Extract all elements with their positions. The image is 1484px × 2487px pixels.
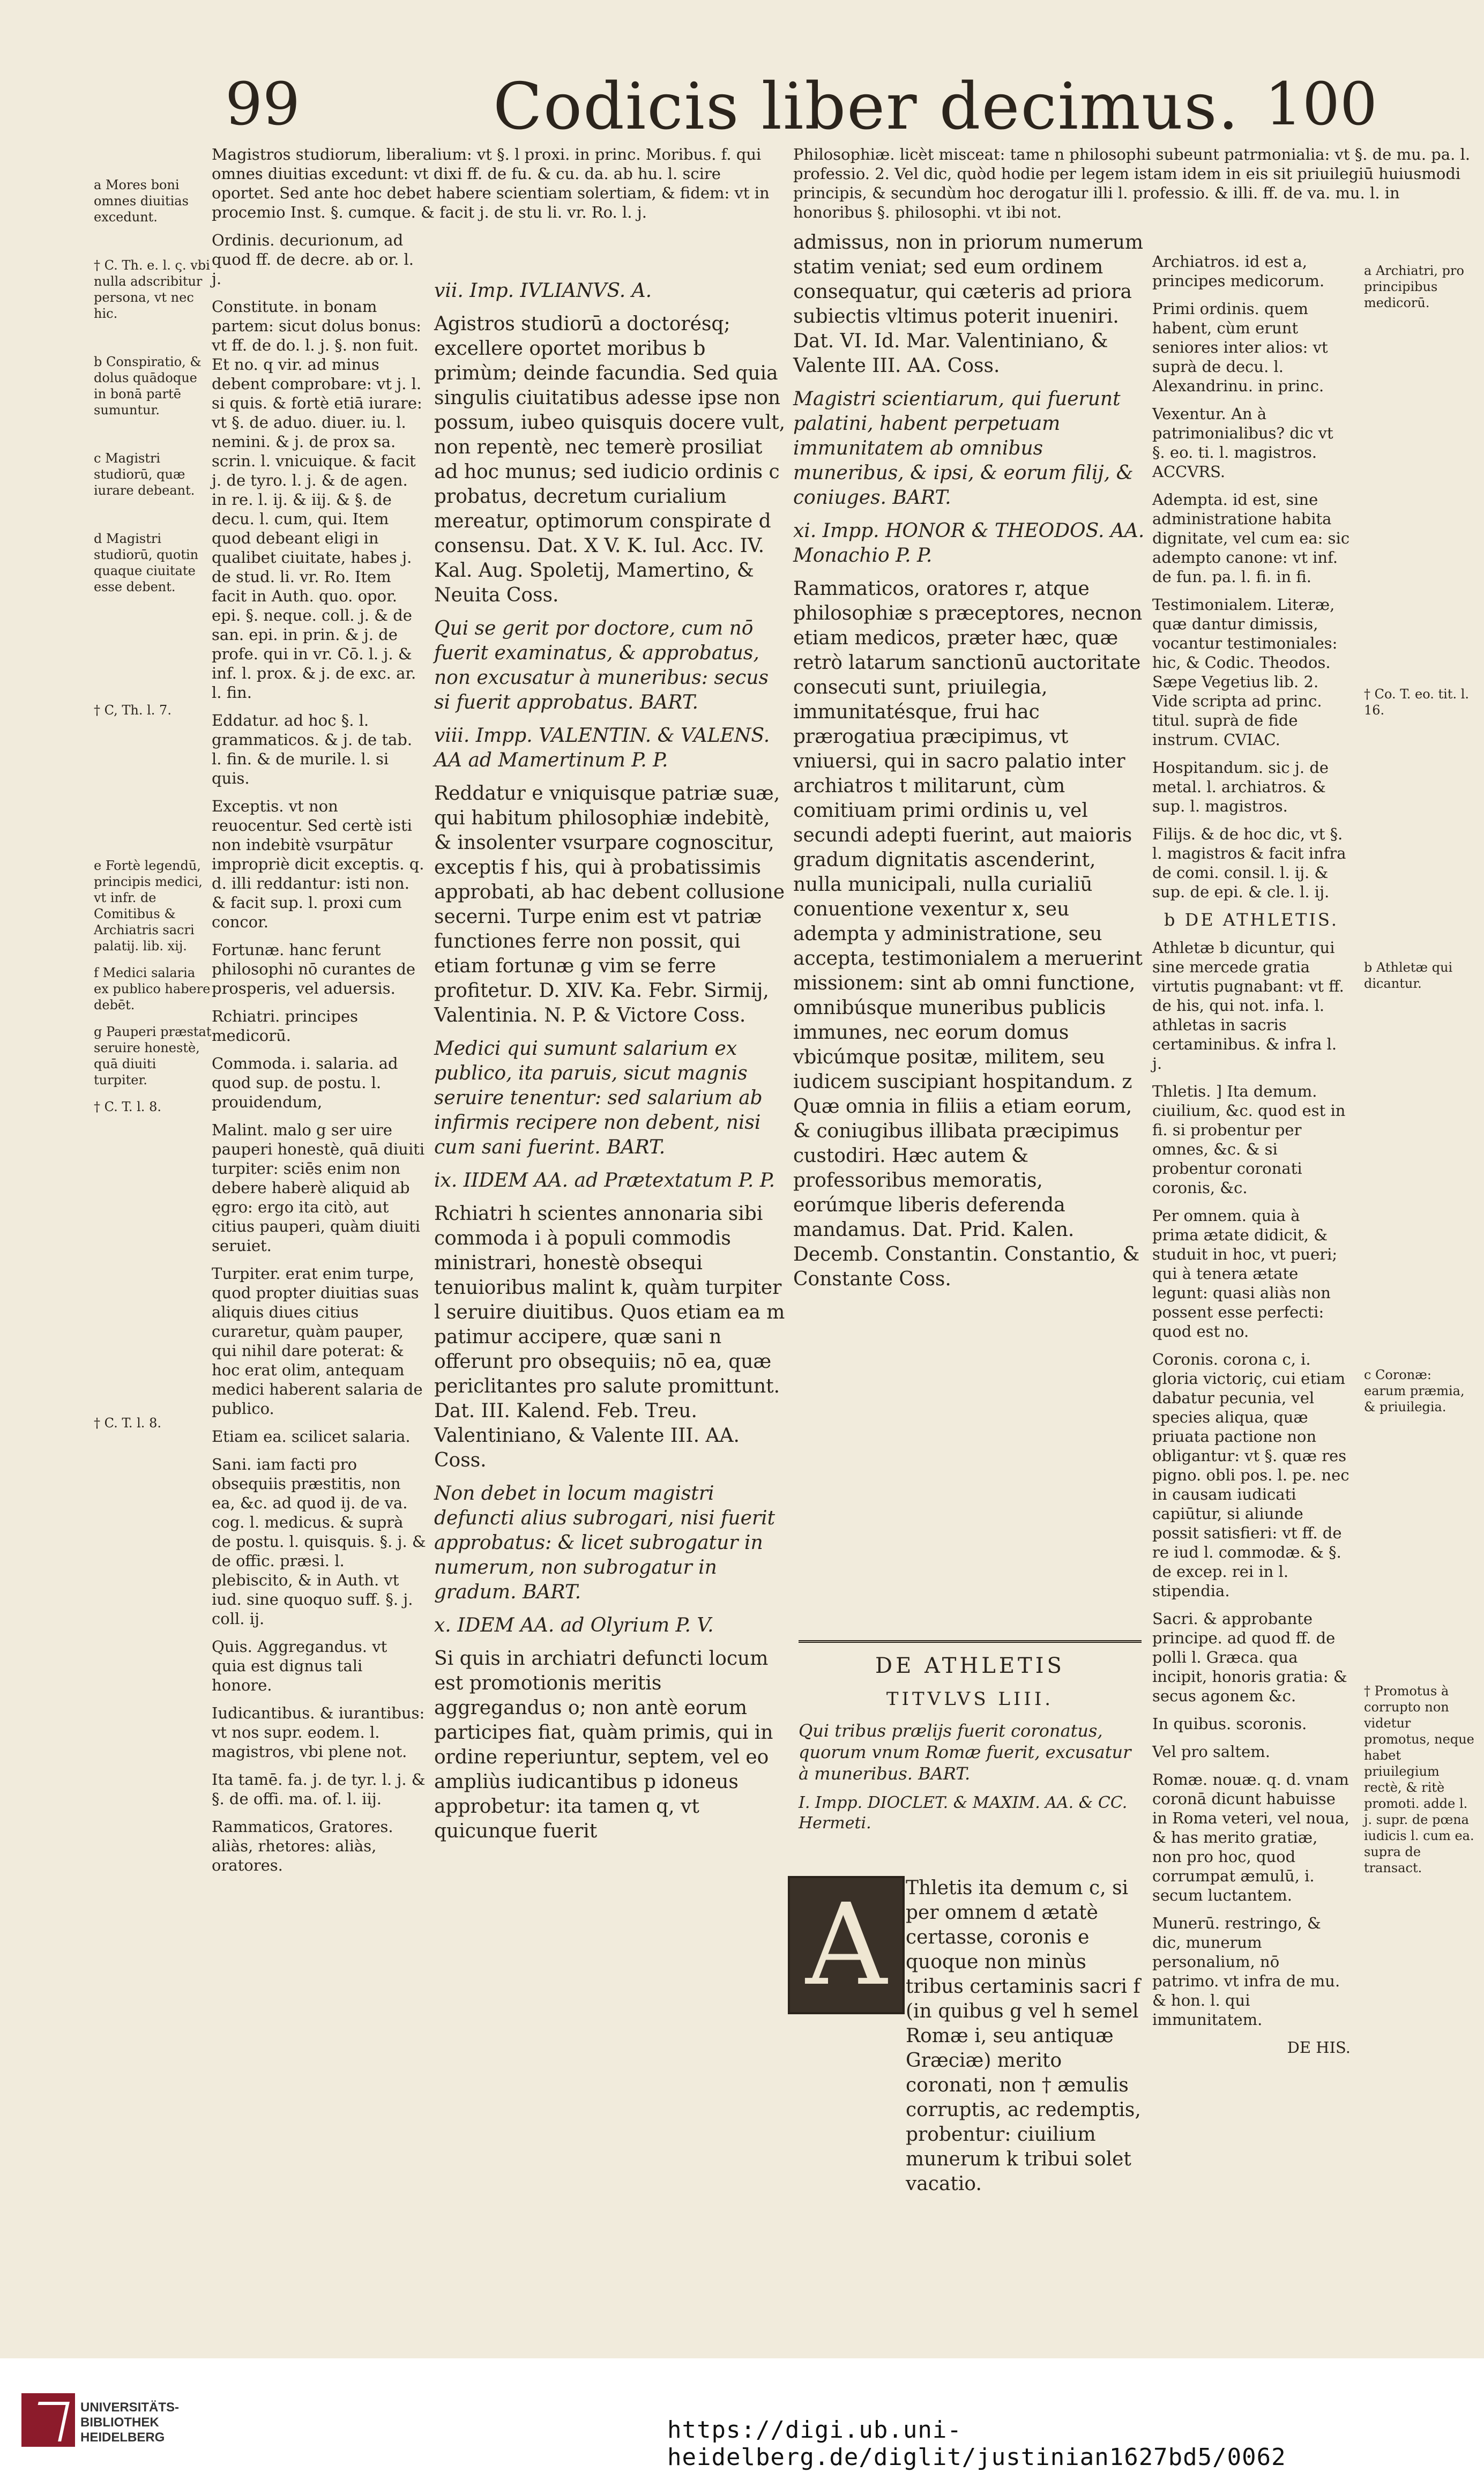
margin-note: a Mores boni omnes diuitias excedunt. (94, 177, 189, 225)
section-subtitle: TITVLVS LIII. (886, 1688, 1054, 1710)
margin-note: † C, Th. l. 7. (94, 703, 171, 718)
gloss-entry: Vel pro saltem. (1152, 1743, 1271, 1761)
athletis-section (799, 1654, 1142, 1842)
right-page-number: 100 (1265, 70, 1377, 138)
margin-note: e Fortè legendū, principis medici, vt infr. de Comitibus & Archiatris sacri palatij. lib. xij. (94, 858, 203, 954)
gloss-entry: Ita tamē. fa. j. de tyr. l. j. & §. de offi. ma. of. l. iij. (212, 1770, 426, 1808)
margin-note: c Magistri studiorū, quæ iurare debeant. (94, 451, 195, 498)
summary: Qui tribus prælijs fuerit coronatus, quorum vnum Romæ fuerit, excusatur à muneribus. BART. (799, 1721, 1131, 1784)
law-text: Rchiatri h scientes annonaria sibi commoda i à populi commodis ministrari, honestè obsequi tenuioribus malint k, quàm turpiter l seruire diuitibus. Quos etiam ea m patimur accipere, quæ sani n offerunt pro obsequiis; nō ea, quæ periclitantes pro salute promittunt. Dat. III. Kalend. Feb. Treu. Valentiniano, & Valente III. AA. Coss. (434, 1203, 785, 1471)
margin-note: c Coronæ: earum præmia, & priuilegia. (1364, 1367, 1465, 1414)
margin-note: f Medici salaria ex publico habere debēt. (94, 965, 211, 1012)
gloss-entry: Rammaticos, Gratores. aliàs, rhetores: aliàs, oratores. (212, 1818, 393, 1874)
gloss-entry: Testimonialem. Literæ, quæ dantur dimissis, vocantur testimoniales: hic, & Codic. Theodos. Sæpe Vegetius lib. 2. Vide scripta ad princ. titul. suprà de fide instrum. CVIAC. (1152, 595, 1338, 749)
gloss-entry: Vexentur. An à patrimonialibus? dic vt §. eo. ti. l. magistros. ACCVRS. (1152, 405, 1333, 481)
gloss-entry: Commoda. i. salaria. ad quod sup. de postu. l. prouidendum, (212, 1054, 398, 1111)
gloss-entry: Quis. Aggregandus. vt quia est dignus tali honore. (212, 1637, 387, 1694)
law-heading: I. Impp. DIOCLET. & MAXIM. AA. & CC. Hermeti. (799, 1793, 1128, 1833)
gloss-entry: Hospitandum. sic j. de metal. l. archiatros. & sup. l. magistros. (1152, 758, 1329, 815)
law-text: Agistros studiorū a doctorésq; excellere oportet moribus b primùm; deinde facundia. Sed quia singulis ciuitatibus adesse ipse non possum, iubeo quisquis docere vult, non repentè, nec temerè prosiliat ad hoc munus; sed iudicio ordinis c probatus, decretum curialium mereatur, optimorum conspirate d consensu. Dat. X V. K. Iul. Acc. IV. Kal. Aug. Spoletij, Mamertino, & Neuita Coss. (434, 313, 786, 606)
right-top-gloss (793, 145, 1474, 230)
left-top-gloss (212, 145, 785, 230)
main-text-left (434, 279, 785, 1852)
margin-note: † Promotus à corrupto non videtur promotus, neque habet priuilegium rectè, & ritè promoti. adde l. j. supr. de pœna iudicis l. cum ea. supra de transact. (1364, 1684, 1474, 1875)
gloss-entry: Constitute. in bonam partem: sicut dolus bonus: vt ff. de do. l. j. §. non fuit. Et no. q vir. ad minus debent comprobare: vt j. l. si quis. & fortè etiā iurare: vt §. de aduo. diuer. iu. l. nemini. & j. de prox sa. scrin. l. vnicuique. & facit j. de tyro. l. j. & de agen. in re. l. ij. & iij. & §. de decu. l. cum, qui. Item quod debeant eligi in qualibet ciuitate, habes j. de stud. li. vr. Ro. Item facit in Auth. quo. opor. epi. §. neque. coll. j. & de san. epi. in prin. & j. de profe. qui in vr. Cō. l. j. & inf. l. prox. & j. de exc. ar. l. fin. (212, 297, 422, 702)
gloss-entry: Ordinis. decurionum, ad quod ff. de decre. ab or. l. j. (212, 231, 414, 288)
margin-note: g Pauperi præstat seruire honestè, quā diuiti turpiter. (94, 1024, 212, 1088)
summary: Magistri scientiarum, qui fuerunt palatini, habent perpetuam immunitatem ab omnibus muneribus, & ipsi, & eorum filij, & coniuges. BART. (793, 388, 1133, 509)
gloss-column-right (1152, 252, 1351, 2066)
law-text: Thletis ita demum c, si per omnem d ætatè certasse, coronis e quoque non minùs tribus certaminis sacri f (in quibus g vel h semel Romæ i, seu antiquæ Græciæ) merito coronati, non † æmulis corruptis, ac redemptis, probentur: ciuilium munerum k tribui solet vacatio. (906, 1877, 1141, 2195)
law-heading: viii. Impp. VALENTIN. & VALENS. AA ad Mamertinum P. P. (434, 725, 770, 771)
law-text: Rammaticos, oratores r, atque philosophiæ s præceptores, necnon etiam medicos, præter hæc, quæ retrò latarum sanctionū auctoritate consecuti sunt, priuilegia, immunitatésque, frui hac prærogatiua præcipimus, vt vniuersi, qui in sacro palatio inter archiatros t militarunt, cùm comitiuam primi ordinis u, vel secundi adepti fuerint, aut maioris gradum dignitatis ascenderint, nulla municipali, nulla curialiū conuentione vexentur x, seu adempta y administratione, seu accepta, testimonialem a meruerint missionem: sint ab omni functione, omnibúsque muneribus publicis immunes, nec eorum domus vbicúmque positæ, militem, seu iudicem suscipiant hospitandum. z Quæ omnia in filiis a etiam eorum, & coniugibus illibata præcipimus custodiri. Hæc autem & professoribus memoratis, eorúmque liberis deferenda mandamus. Dat. Prid. Kalen. Decemb. Constantin. Constantio, & Constante Coss. (793, 578, 1143, 1290)
law-text: Si quis in archiatri defuncti locum est promotionis meritis aggregandus o; non antè eorum participes fiat, quàm primis, qui in ordine reperiuntur, septem, vel eo ampliùs iudicantibus p idoneus approbetur: ita tamen q, vt quicunque fuerit (434, 1648, 773, 1842)
gloss-entry: Archiatros. id est a, principes medicorum. (1152, 252, 1325, 290)
margin-note: † C. Th. e. l. ς. vbi nulla adscribitur persona, vt nec hic. (94, 258, 210, 321)
library-name-line: UNIVERSITÄTS- (80, 2400, 180, 2415)
section-divider (799, 1640, 1142, 1643)
gloss-entry: In quibus. scoronis. (1152, 1715, 1307, 1733)
left-page-number: 99 (225, 70, 300, 138)
gloss-entry: Sacri. & approbante principe. ad quod ff. de polli l. Græca. qua incipit, honoris gratia: & secus agonem &c. (1152, 1610, 1347, 1705)
library-logo-icon[interactable] (21, 2393, 75, 2447)
athletis-text (906, 1876, 1142, 2205)
gloss-entry: Rchiatri. principes medicorū. (212, 1007, 359, 1045)
law-heading: x. IDEM AA. ad Olyrium P. V. (434, 1614, 714, 1636)
gloss-entry: Fortunæ. hanc ferunt philosophi nō curantes de prosperis, vel aduersis. (212, 941, 416, 997)
law-text: Reddatur e vniquisque patriæ suæ, qui habitum philosophiæ indebitè, & insolenter vsurpare cognoscitur, exceptis f his, qui à probatissimis approbati, ab hac debent collusione secerni. Turpe enim est vt patriæ functiones ferre non possit, qui etiam fortunæ g vim se ferre profitetur. D. XIV. Ka. Febr. Sirmij, Valentinia. N. P. & Victore Coss. (434, 783, 785, 1026)
gloss-entry: Romæ. nouæ. q. d. vnam coronā dicunt habuisse in Roma veteri, vel noua, & has merito gratiæ, non pro hoc, quod corrumpat æmulū, i. secum luctantem. (1152, 1770, 1349, 1904)
gloss-heading: b DE ATHLETIS. (1164, 910, 1339, 930)
library-name[interactable] (80, 2400, 179, 2445)
margin-note: † C. T. l. 8. (94, 1416, 161, 1431)
library-name-line: HEIDELBERG (80, 2430, 165, 2445)
main-text-right (793, 230, 1147, 1300)
catchword: DE HIS. (1287, 2038, 1351, 2057)
gloss-entry: Primi ordinis. quem habent, cùm erunt seniores inter alios: vt suprà de decu. l. Alexandrinu. in princ. (1152, 300, 1328, 395)
margin-note: d Magistri studiorū, quotin quaque ciuitate esse debent. (94, 531, 199, 594)
viewer-footer (0, 2358, 1484, 2487)
gloss-column-left (212, 230, 426, 1883)
gloss-entry: Eddatur. ad hoc §. l. grammaticos. & j. de tab. l. fin. & de murile. l. si quis. (212, 711, 413, 787)
gloss-text: Philosophiæ. licèt misceat: tame n philosophi subeunt patrmonialia: vt §. de mu. pa. l. professio. 2. Vel dic, quòd hodie per legem istam idem in eis sit priuilegiū huiusmodi principis, & secundùm hoc derogatur illi l. professio. & illi. ff. de va. mu. l. in honoribus §. philosophi. vt ibi not. (793, 145, 1471, 221)
summary: Non debet in locum magistri defuncti alius subrogari, nisi fuerit approbatus: & licet subrogatur in numerum, non subrogatur in gradum. BART. (434, 1483, 775, 1603)
gloss-entry: Per omnem. quia à prima ætate didicit, & studuit in hoc, vt pueri; qui à tenera ætate legunt: quasi aliàs non possent esse perfecti: quod est no. (1152, 1207, 1338, 1341)
margin-note: † Co. T. eo. tit. l. 16. (1364, 687, 1470, 718)
running-title: Codicis liber decimus. (493, 70, 1240, 144)
margin-note: b Athletæ qui dicantur. (1364, 960, 1453, 991)
section-title: DE ATHLETIS (875, 1654, 1065, 1678)
gloss-text: Magistros studiorum, liberalium: vt §. l proxi. in princ. Moribus. f. qui omnes diuitias excedunt: vt dixi ff. de fu. & cu. da. ab hu. l. scire oportet. Sed ante hoc debet habere scientiam solertiam, & fidem: vt in procemio Inst. §. cumque. & facit j. de stu li. vr. Ro. l. j. (212, 145, 770, 221)
gloss-entry: Filijs. & de hoc dic, vt §. l. magistros & facit infra de comi. consil. l. ij. & sup. de epi. & cle. l. ij. (1152, 825, 1346, 901)
gloss-entry: Sani. iam facti pro obsequiis præstitis, non ea, &c. ad quod ij. de va. cog. l. medicus. & suprà de postu. l. quisquis. §. j. & de offic. præsi. l. plebiscito, & in Auth. vt iud. sine quoquo suff. §. j. coll. ij. (212, 1455, 426, 1628)
law-heading: xi. Impp. HONOR & THEODOS. AA. Monachio P. P. (793, 520, 1145, 567)
margin-note: † C. T. l. 8. (94, 1099, 161, 1114)
gloss-entry: Iudicantibus. & iurantibus: vt nos supr. eodem. l. magistros, vbi plene not. (212, 1704, 425, 1761)
gloss-entry: Thletis. ] Ita demum. ciuilium, &c. quod est in fi. si probentur per omnes, &c. & si probentur coronati coronis, &c. (1152, 1082, 1346, 1197)
summary: Medici qui sumunt salarium ex publico, ita paruis, sicut magnis seruire tenentur: sed salarium ab infirmis recipere non debent, nisi cum sani fuerint. BART. (434, 1038, 763, 1158)
margin-note: a Archiatri, pro principibus medicorū. (1364, 263, 1464, 310)
running-header (0, 70, 1484, 150)
gloss-entry: Athletæ b dicuntur, qui sine mercede gratia virtutis pugnabant: vt ff. de his, qui not. infa. l. athletas in sacris certaminibus. & infra l. j. (1152, 939, 1344, 1073)
decorated-initial (788, 1876, 905, 2014)
law-heading: ix. IIDEM AA. ad Prætextatum P. P. (434, 1170, 775, 1192)
gloss-entry: Etiam ea. scilicet salaria. (212, 1427, 411, 1446)
margin-note: b Conspiratio, & dolus quādoque in bonā partē sumuntur. (94, 354, 202, 418)
gloss-entry: Turpiter. erat enim turpe, quod propter diuitias suas aliquis diues citius curaretur, quàm pauper, qui nihil dare poterat: & hoc erat olim, antequam medici haberent salaria de publico. (212, 1264, 423, 1418)
law-heading: vii. Imp. IVLIANVS. A. (434, 280, 652, 302)
gloss-entry: Malint. malo g ser uire pauperi honestè, quā diuiti turpiter: sciēs enim non debere haberè aliquid ab ęgro: ergo ita citò, aut citius pauperi, quàm diuiti seruiet. (212, 1121, 425, 1255)
left-marginalia (94, 177, 212, 1444)
gloss-entry: Adempta. id est, sine administratione habita dignitate, vel cum ea: sic adempto canone: vt inf. de fun. pa. l. fi. in fi. (1152, 490, 1350, 586)
gloss-entry: Exceptis. vt non reuocentur. Sed certè isti non indebitè vsurpātur impropriè dicit exceptis. q. d. illi reddantur: isti non. & facit sup. l. proxi cum concor. (212, 797, 424, 931)
summary: Qui se gerit por doctore, cum nō fuerit examinatus, & approbatus, non excusatur à muneribus: secus si fuerit approbatus. BART. (434, 617, 769, 713)
gloss-entry: Coronis. corona c, i. gloria victoriç, cui etiam dabatur pecunia, vel species aliqua, quæ priuata pactione non obligantur: vt §. quæ res pigno. obli pos. l. pe. nec in causam iudicati capiūtur, si aliunde possit satisfieri: vt ff. de re iud l. commodæ. & §. de excep. rei in l. stipendia. (1152, 1350, 1349, 1600)
permalink-url[interactable]: https://digi.ub.uni-heidelberg.de/diglit/justinian1627bd5/0062 (667, 2416, 1286, 2471)
gloss-entry: Munerū. restringo, & dic, munerum personalium, nō patrimo. vt infra de mu. & hon. l. qui immunitatem. (1152, 1914, 1340, 2029)
library-name-line: BIBLIOTHEK (80, 2415, 159, 2430)
law-text: admissus, non in priorum numerum statim veniat; sed eum ordinem consequatur, qui cæteris ad priora subiectis vltimus poterit inueniri. Dat. VI. Id. Mar. Valentiniano, & Valente III. AA. Coss. (793, 232, 1144, 377)
initial-letter: A (806, 1879, 887, 2011)
right-marginalia (1364, 263, 1476, 1889)
